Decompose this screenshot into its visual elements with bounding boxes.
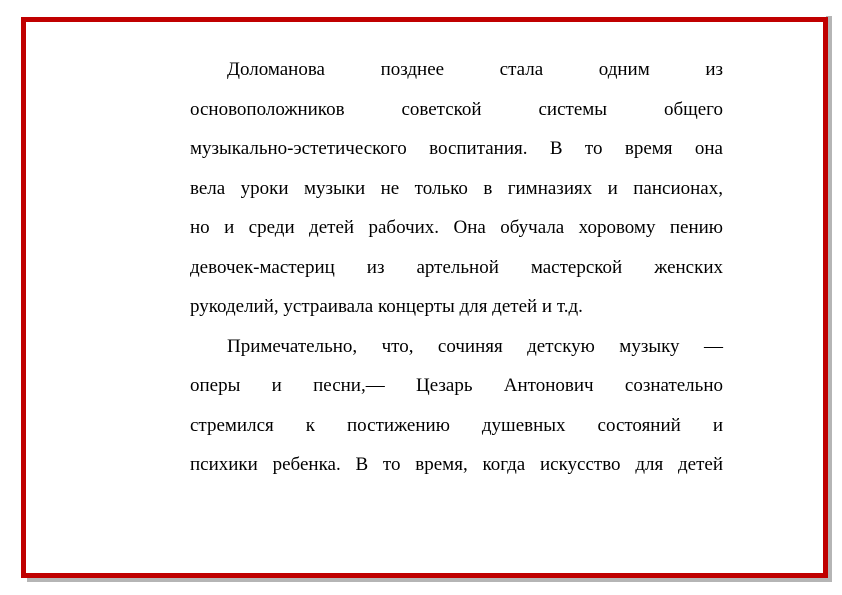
paragraph-2 [190,327,723,485]
text-line: вела уроки музыки не только в гимназиях и пансионах, [190,177,723,199]
text-line: но и среди детей рабочих. Она обучала хоровому пению [190,217,723,238]
text-line: музыкально-эстетического воспитания. В то время она [190,138,723,159]
text-line: оперы и песни,— Цезарь Антонович сознательно [190,375,723,396]
text-line: стремился к постижению душевных состояний и [190,414,723,436]
text-line: Доломанова позднее стала одним из [227,59,723,80]
text-line: психики ребенка. В то время, когда искусство для детей [190,454,723,475]
text-line: девочек-мастериц из артельной мастерской женских [190,256,723,278]
text-line: рукоделий, устраивала концерты для детей и т.д. [190,296,583,317]
text-line: основоположников советской системы общего [190,98,723,120]
text-line: Примечательно, что, сочиняя детскую музыку — [227,335,723,357]
body-text [190,50,723,485]
paragraph-1 [190,50,723,327]
